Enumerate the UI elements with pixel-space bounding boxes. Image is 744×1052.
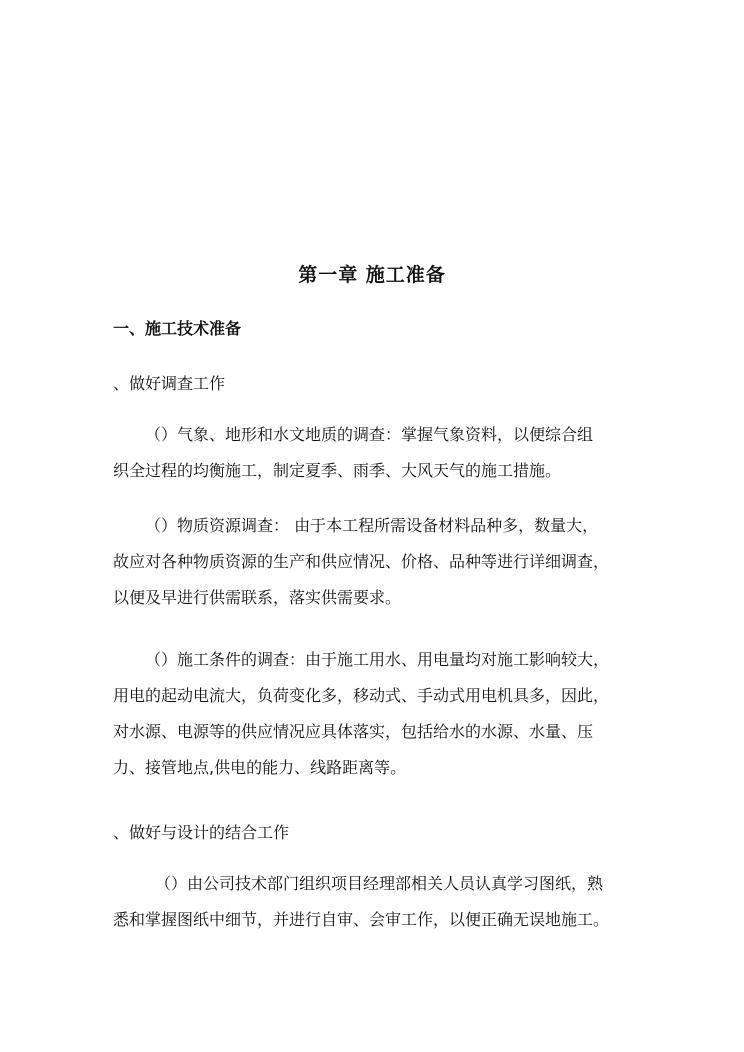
paragraph-construction-conditions [113,642,635,786]
paragraph-line: （）气象、地形和水文地质的调查：掌握气象资料，以便综合组 [145,425,594,444]
paragraph-line: 用电的起动电流大，负荷变化多，移动式、手动式用电机具多，因此， [113,686,610,705]
paragraph-line: 对水源、电源等的供应情况应具体落实，包括给水的水源、水量、压 [113,722,594,741]
paragraph-line: （）由公司技术部门组织项目经理部相关人员认真学习图纸，熟 [155,874,604,893]
paragraph-line: （）物质资源调查： 由于本工程所需设备材料品种多，数量大， [145,516,599,535]
subsection-heading-survey: 、做好调查工作 [113,374,226,393]
chapter-title: 第一章 施工准备 [298,264,446,286]
subsection-heading-design: 、做好与设计的结合工作 [113,823,290,842]
paragraph-weather-survey [113,417,635,489]
paragraph-material-survey [113,508,635,616]
paragraph-line: 以便及早进行供需联系，落实供需要求。 [113,588,402,607]
paragraph-line: 悉和掌握图纸中细节，并进行自审、会审工作，以便正确无误地施工。 [113,910,610,929]
paragraph-line: 故应对各种物质资源的生产和供应情况、价格、品种等进行详细调查， [113,552,610,571]
paragraph-drawing-review [113,866,635,938]
paragraph-line: （）施工条件的调查：由于施工用水、用电量均对施工影响较大， [145,650,610,669]
section-title: 一、施工技术准备 [113,319,242,338]
paragraph-line: 力、接管地点,供电的能力、线路距离等。 [113,758,407,777]
paragraph-line: 织全过程的均衡施工，制定夏季、雨季、大风天气的施工措施。 [113,461,562,480]
